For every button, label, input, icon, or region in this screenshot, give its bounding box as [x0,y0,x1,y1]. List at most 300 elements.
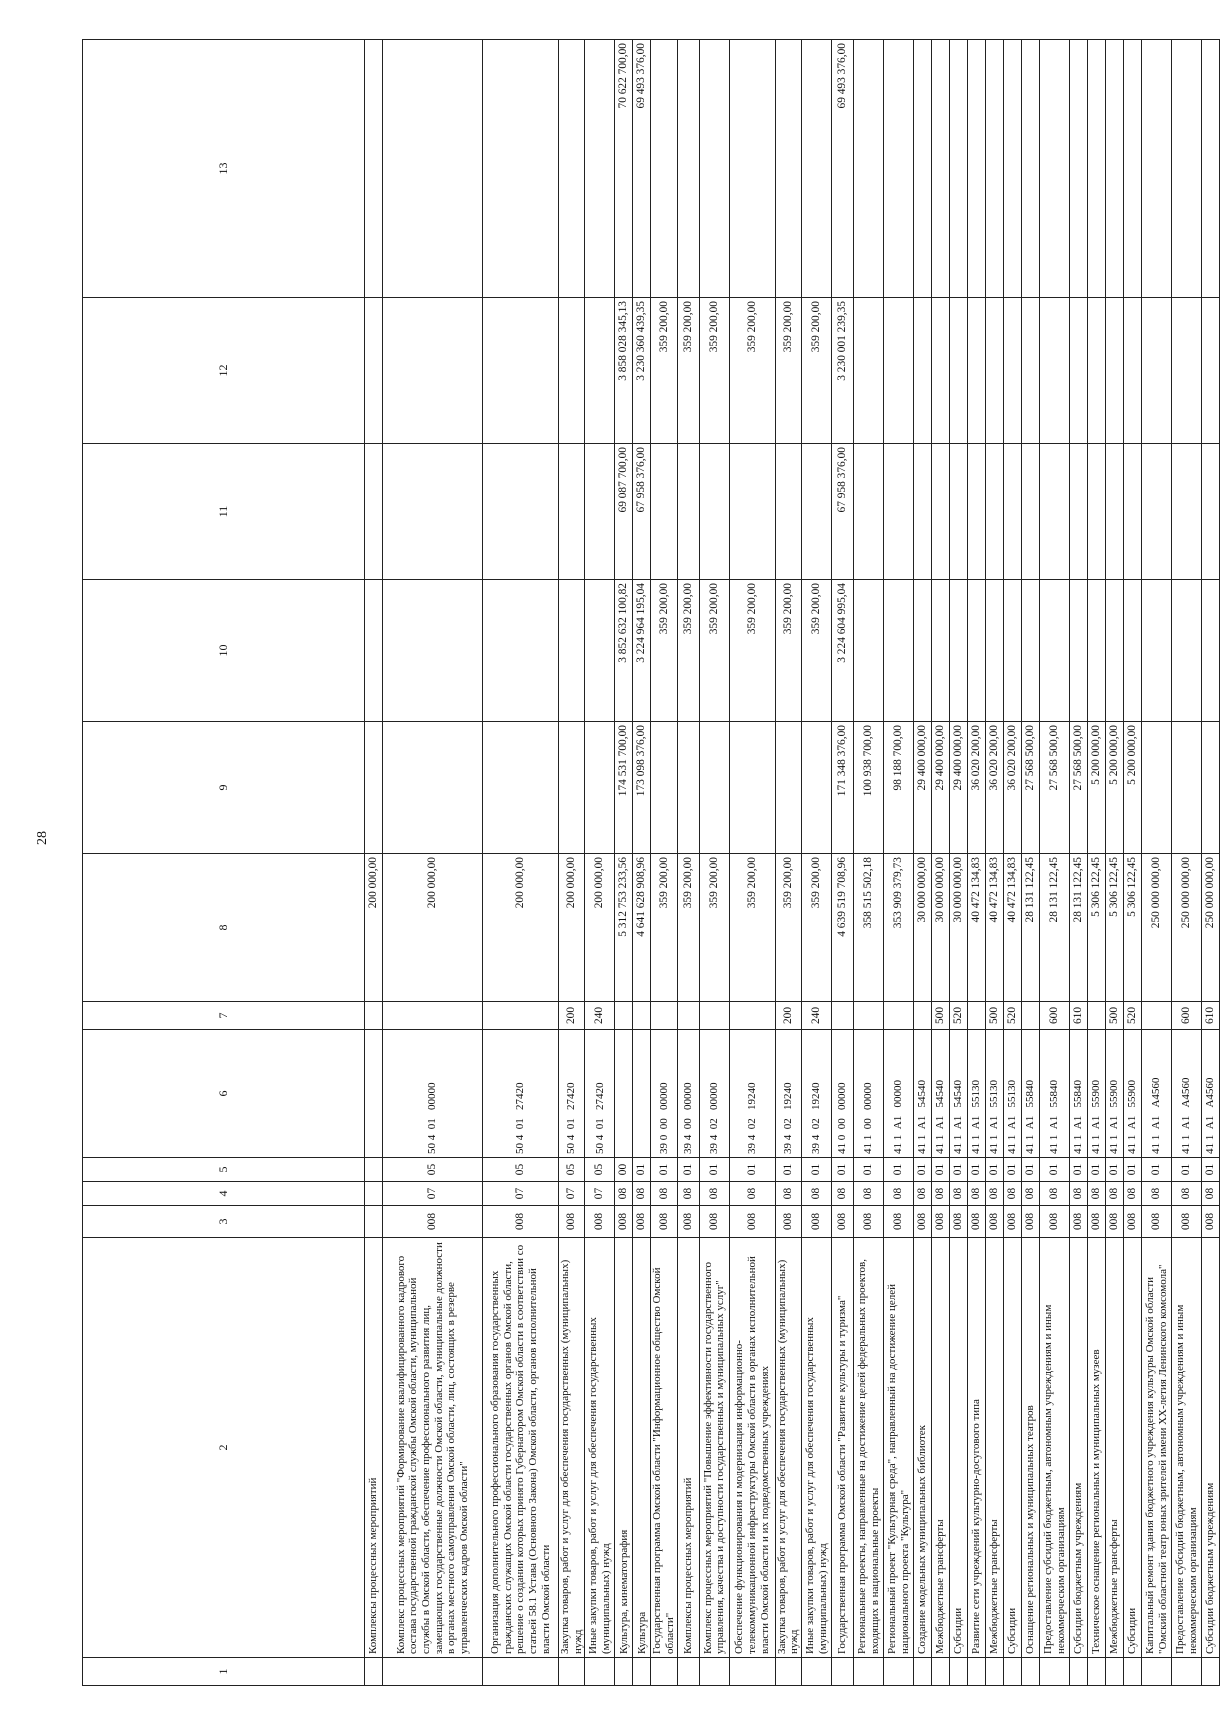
cell-subsection: 01 [968,1158,986,1182]
cell-amount-col12 [968,298,986,444]
cell-name: Создание модельных муниципальных библиотек [914,1238,932,1658]
cell-grbs: 008 [1142,1206,1172,1238]
cell-section: 08 [775,1182,801,1206]
cell-blank [383,1658,483,1686]
cell-amount-col8: 250 000 000,00 [1142,854,1172,1002]
cell-expense-type [1022,1002,1040,1030]
cell-amount-col13 [1202,40,1220,298]
cell-name: Иные закупки товаров, работ и услуг для обеспечения государственных (муниципальных) нужд [802,1238,832,1658]
cell-subsection: 01 [699,1158,729,1182]
cell-target-code: 41 1 А1 54540 [950,1030,968,1158]
cell-target-code: 41 1 А1 55900 [1124,1030,1142,1158]
cell-blank [802,1658,832,1686]
cell-name: Региональные проекты, направленные на достижение целей федеральных проектов, входящих в национальные проекты [854,1238,884,1658]
cell-grbs: 008 [1202,1206,1220,1238]
cell-amount-col9 [1172,722,1202,854]
cell-section: 08 [1124,1182,1142,1206]
cell-section: 07 [559,1182,585,1206]
cell-amount-col13 [1070,40,1088,298]
cell-target-code: 41 1 А1 55840 [1070,1030,1088,1158]
cell-expense-type [615,1002,633,1030]
cell-target-code: 41 1 А1 55130 [1004,1030,1022,1158]
cell-amount-col12 [483,298,559,444]
cell-target-code: 50 4 01 27420 [483,1030,559,1158]
cell-expense-type [633,1002,651,1030]
cell-name: Региональный проект "Культурная среда", направленный на достижение целей национального проекта "Культура" [884,1238,914,1658]
cell-subsection: 01 [1040,1158,1070,1182]
cell-section: 08 [699,1182,729,1206]
cell-amount-col11 [1142,444,1172,580]
cell-subsection: 05 [559,1158,585,1182]
cell-name: Закупка товаров, работ и услуг для обеспечения государственных (муниципальных) нужд [775,1238,801,1658]
col-header-12: 12 [83,298,365,444]
cell-section: 08 [832,1182,854,1206]
cell-target-code: 41 1 А1 55130 [968,1030,986,1158]
cell-amount-col13 [1172,40,1202,298]
cell-amount-col11 [914,444,932,580]
cell-target-code: 41 1 А1 А4560 [1202,1030,1220,1158]
cell-amount-col10 [1004,580,1022,722]
cell-subsection: 01 [1202,1158,1220,1182]
cell-subsection: 05 [585,1158,615,1182]
table-row [483,40,559,1686]
cell-section: 08 [884,1182,914,1206]
cell-subsection: 01 [1172,1158,1202,1182]
cell-amount-col12 [1106,298,1124,444]
col-header-11: 11 [83,444,365,580]
cell-amount-col9 [699,722,729,854]
cell-expense-type: 600 [1172,1002,1202,1030]
cell-amount-col11 [775,444,801,580]
cell-amount-col12 [1040,298,1070,444]
cell-section: 08 [1004,1182,1022,1206]
cell-name: Субсидии [1124,1238,1142,1658]
cell-amount-col12: 359 200,00 [775,298,801,444]
cell-amount-col12: 359 200,00 [651,298,677,444]
cell-section: 08 [854,1182,884,1206]
cell-amount-col10 [950,580,968,722]
cell-amount-col9: 27 568 500,00 [1040,722,1070,854]
cell-amount-col10 [854,580,884,722]
cell-amount-col12: 3 230 360 439,35 [633,298,651,444]
table-row [1172,40,1202,1686]
cell-amount-col11 [854,444,884,580]
cell-name: Межбюджетные трансферты [932,1238,950,1658]
cell-grbs: 008 [699,1206,729,1238]
col-header-2: 2 [83,1238,365,1658]
cell-grbs: 008 [775,1206,801,1238]
cell-grbs: 008 [1070,1206,1088,1238]
cell-amount-col13 [483,40,559,298]
cell-amount-col12 [986,298,1004,444]
cell-grbs: 008 [677,1206,699,1238]
cell-amount-col8: 5 306 122,45 [1106,854,1124,1002]
cell-amount-col9: 29 400 000,00 [932,722,950,854]
cell-amount-col12 [884,298,914,444]
cell-amount-col8: 250 000 000,00 [1172,854,1202,1002]
col-header-10: 10 [83,580,365,722]
cell-name: Капитальный ремонт здания бюджетного учреждения культуры Омской области "Омский областной театр юных зрителей имени XX-летия Ленинского комсомола" [1142,1238,1172,1658]
cell-subsection: 01 [677,1158,699,1182]
cell-expense-type: 200 [775,1002,801,1030]
cell-blank [615,1658,633,1686]
cell-blank [585,1658,615,1686]
cell-section: 08 [932,1182,950,1206]
cell-target-code: 41 1 А1 55900 [1088,1030,1106,1158]
col-header-7: 7 [83,1002,365,1030]
cell-amount-col10 [986,580,1004,722]
cell-blank [950,1658,968,1686]
table-row [633,40,651,1686]
cell-amount-col10 [559,580,585,722]
cell-blank [932,1658,950,1686]
cell-amount-col8: 40 472 134,83 [1004,854,1022,1002]
cell-expense-type [914,1002,932,1030]
cell-amount-col12 [1022,298,1040,444]
cell-target-code: 39 4 02 00000 [699,1030,729,1158]
cell-amount-col13 [854,40,884,298]
cell-amount-col12: 3 230 001 239,35 [832,298,854,444]
cell-blank [832,1658,854,1686]
cell-amount-col12 [1004,298,1022,444]
cell-amount-col9 [1142,722,1172,854]
table-row [884,40,914,1686]
cell-amount-col10 [1142,580,1172,722]
cell-amount-col8: 359 200,00 [651,854,677,1002]
cell-blank [1106,1658,1124,1686]
cell-grbs: 008 [1172,1206,1202,1238]
cell-amount-col8: 353 909 379,73 [884,854,914,1002]
cell-target-code: 41 1 А1 55840 [1022,1030,1040,1158]
cell-name: Комплекс процессных мероприятий "Формирование квалифицированного кадрового состава государственной гражданской службы Омской области, муниципальной службы в Омской области, обеспечение профессионального развития лиц, замещающих государственные должности Омской области, муниципальные должности в органах местного самоуправления Омской области, лиц, состоящих в резерве управленческих кадров Омской области" [383,1238,483,1658]
cell-blank [1070,1658,1088,1686]
cell-subsection: 01 [884,1158,914,1182]
cell-section: 08 [1172,1182,1202,1206]
cell-expense-type [677,1002,699,1030]
cell-section: 08 [615,1182,633,1206]
table-row [677,40,699,1686]
cell-section: 08 [1022,1182,1040,1206]
header-row [83,40,365,1686]
cell-target-code: 50 4 01 00000 [383,1030,483,1158]
cell-amount-col13: 69 493 376,00 [832,40,854,298]
rotated-table-container [82,40,1220,1686]
cell-name: Субсидии бюджетным учреждениям [1202,1238,1220,1658]
cell-grbs: 008 [615,1206,633,1238]
cell-amount-col10: 359 200,00 [677,580,699,722]
cell-subsection: 01 [729,1158,775,1182]
cell-blank [1088,1658,1106,1686]
cell-amount-col10 [1022,580,1040,722]
cell-amount-col9: 36 020 200,00 [986,722,1004,854]
cell-amount-col10 [365,580,383,722]
cell-section: 08 [986,1182,1004,1206]
cell-amount-col11 [383,444,483,580]
cell-subsection: 01 [832,1158,854,1182]
cell-name: Комплексы процессных мероприятий [677,1238,699,1658]
cell-expense-type [729,1002,775,1030]
cell-blank [651,1658,677,1686]
cell-target-code: 41 1 00 00000 [854,1030,884,1158]
cell-amount-col8: 359 200,00 [699,854,729,1002]
cell-target-code: 39 0 00 00000 [651,1030,677,1158]
cell-amount-col12 [914,298,932,444]
cell-target-code: 41 1 А1 54540 [914,1030,932,1158]
cell-blank [1172,1658,1202,1686]
cell-subsection: 01 [950,1158,968,1182]
cell-target-code: 50 4 01 27420 [585,1030,615,1158]
cell-grbs: 008 [1040,1206,1070,1238]
cell-expense-type: 610 [1070,1002,1088,1030]
cell-amount-col9: 174 531 700,00 [615,722,633,854]
table-row [1106,40,1124,1686]
table-row [914,40,932,1686]
cell-target-code: 41 0 00 00000 [832,1030,854,1158]
cell-subsection: 01 [775,1158,801,1182]
table-row [729,40,775,1686]
cell-amount-col13 [585,40,615,298]
cell-name: Государственная программа Омской области "Развитие культуры и туризма" [832,1238,854,1658]
cell-grbs: 008 [483,1206,559,1238]
cell-blank [986,1658,1004,1686]
cell-amount-col9 [365,722,383,854]
cell-target-code: 39 4 00 00000 [677,1030,699,1158]
cell-grbs [365,1206,383,1238]
cell-target-code: 41 1 А1 55900 [1106,1030,1124,1158]
cell-amount-col8: 200 000,00 [585,854,615,1002]
cell-blank [914,1658,932,1686]
cell-name: Развитие сети учреждений культурно-досугового типа [968,1238,986,1658]
cell-grbs: 008 [585,1206,615,1238]
cell-amount-col9 [802,722,832,854]
cell-expense-type [1142,1002,1172,1030]
cell-amount-col9 [559,722,585,854]
cell-grbs: 008 [854,1206,884,1238]
cell-amount-col8: 28 131 122,45 [1040,854,1070,1002]
cell-amount-col9: 98 188 700,00 [884,722,914,854]
cell-amount-col8: 30 000 000,00 [932,854,950,1002]
cell-grbs: 008 [914,1206,932,1238]
col-header-1: 1 [83,1658,365,1686]
cell-section: 07 [383,1182,483,1206]
cell-amount-col8: 200 000,00 [383,854,483,1002]
table-row [365,40,383,1686]
cell-amount-col11 [651,444,677,580]
cell-amount-col11 [884,444,914,580]
cell-target-code: 41 1 А1 54540 [932,1030,950,1158]
cell-amount-col10 [1088,580,1106,722]
cell-expense-type: 520 [1124,1002,1142,1030]
cell-expense-type [854,1002,884,1030]
cell-amount-col13 [699,40,729,298]
cell-amount-col12: 359 200,00 [677,298,699,444]
cell-amount-col11 [802,444,832,580]
cell-blank [1202,1658,1220,1686]
cell-target-code: 39 4 02 19240 [802,1030,832,1158]
cell-amount-col9: 100 938 700,00 [854,722,884,854]
cell-subsection: 01 [1124,1158,1142,1182]
table-row [615,40,633,1686]
cell-target-code: 41 1 А1 А4560 [1142,1030,1172,1158]
cell-subsection [365,1158,383,1182]
cell-grbs: 008 [729,1206,775,1238]
cell-amount-col11 [1040,444,1070,580]
cell-expense-type: 500 [986,1002,1004,1030]
cell-subsection: 01 [1106,1158,1124,1182]
cell-amount-col12 [932,298,950,444]
cell-amount-col10: 3 224 604 995,04 [832,580,854,722]
cell-subsection: 01 [651,1158,677,1182]
cell-amount-col10: 359 200,00 [802,580,832,722]
cell-amount-col9: 5 200 000,00 [1124,722,1142,854]
cell-amount-col12 [1124,298,1142,444]
cell-expense-type: 610 [1202,1002,1220,1030]
cell-amount-col10 [1202,580,1220,722]
cell-amount-col11 [1022,444,1040,580]
table-row [1088,40,1106,1686]
cell-blank [365,1658,383,1686]
cell-amount-col11 [1106,444,1124,580]
cell-blank [1124,1658,1142,1686]
cell-name: Субсидии бюджетным учреждениям [1070,1238,1088,1658]
cell-amount-col13 [1142,40,1172,298]
cell-expense-type [1088,1002,1106,1030]
cell-amount-col8: 358 515 502,18 [854,854,884,1002]
cell-grbs: 008 [1106,1206,1124,1238]
cell-expense-type: 520 [950,1002,968,1030]
cell-amount-col8: 40 472 134,83 [986,854,1004,1002]
cell-target-code: 41 1 А1 55130 [986,1030,1004,1158]
cell-amount-col11 [932,444,950,580]
cell-section: 08 [1088,1182,1106,1206]
table-row [651,40,677,1686]
cell-target-code: 41 1 А1 А4560 [1172,1030,1202,1158]
cell-amount-col8: 40 472 134,83 [968,854,986,1002]
cell-amount-col9: 29 400 000,00 [914,722,932,854]
cell-amount-col8: 200 000,00 [559,854,585,1002]
col-header-3: 3 [83,1206,365,1238]
cell-amount-col10 [585,580,615,722]
cell-blank [854,1658,884,1686]
cell-section: 07 [585,1182,615,1206]
cell-blank [1004,1658,1022,1686]
cell-amount-col9: 36 020 200,00 [1004,722,1022,854]
cell-amount-col8: 28 131 122,45 [1070,854,1088,1002]
cell-amount-col11: 67 958 376,00 [633,444,651,580]
cell-amount-col13 [677,40,699,298]
cell-amount-col13 [968,40,986,298]
cell-subsection: 01 [1088,1158,1106,1182]
cell-subsection: 01 [633,1158,651,1182]
cell-amount-col10: 359 200,00 [729,580,775,722]
cell-amount-col13 [1004,40,1022,298]
cell-amount-col11 [559,444,585,580]
cell-grbs: 008 [1004,1206,1022,1238]
cell-name: Межбюджетные трансферты [1106,1238,1124,1658]
cell-target-code [633,1030,651,1158]
cell-amount-col11 [729,444,775,580]
cell-amount-col11 [986,444,1004,580]
cell-amount-col12 [950,298,968,444]
cell-expense-type: 200 [559,1002,585,1030]
col-header-6: 6 [83,1030,365,1158]
cell-amount-col11 [585,444,615,580]
cell-expense-type: 600 [1040,1002,1070,1030]
cell-amount-col13 [1124,40,1142,298]
cell-amount-col8: 5 306 122,45 [1088,854,1106,1002]
table-row [986,40,1004,1686]
col-header-9: 9 [83,722,365,854]
cell-name: Культура [633,1238,651,1658]
cell-amount-col13: 69 493 376,00 [633,40,651,298]
cell-name: Комплексы процессных мероприятий [365,1238,383,1658]
cell-blank [1040,1658,1070,1686]
cell-grbs: 008 [633,1206,651,1238]
cell-amount-col10 [1124,580,1142,722]
cell-blank [483,1658,559,1686]
cell-amount-col10 [1070,580,1088,722]
cell-amount-col8: 5 312 753 233,56 [615,854,633,1002]
cell-section: 08 [1202,1182,1220,1206]
cell-name: Государственная программа Омской области "Информационное общество Омской области" [651,1238,677,1658]
cell-amount-col13 [651,40,677,298]
cell-grbs: 008 [559,1206,585,1238]
cell-amount-col13 [383,40,483,298]
cell-expense-type [365,1002,383,1030]
cell-name: Предоставление субсидий бюджетным, автономным учреждениям и иным некоммерческим организациям [1040,1238,1070,1658]
cell-amount-col11 [699,444,729,580]
cell-subsection: 01 [1142,1158,1172,1182]
table-row [802,40,832,1686]
col-header-4: 4 [83,1182,365,1206]
cell-name: Субсидии [1004,1238,1022,1658]
table-row [585,40,615,1686]
cell-section: 08 [729,1182,775,1206]
cell-amount-col12 [1070,298,1088,444]
cell-section [365,1182,383,1206]
cell-amount-col11: 69 087 700,00 [615,444,633,580]
cell-amount-col10 [1172,580,1202,722]
table-row [1124,40,1142,1686]
table-row [1142,40,1172,1686]
cell-subsection: 01 [1004,1158,1022,1182]
cell-amount-col10: 359 200,00 [775,580,801,722]
cell-amount-col12 [559,298,585,444]
cell-target-code [365,1030,383,1158]
cell-subsection: 01 [1022,1158,1040,1182]
cell-amount-col12 [1088,298,1106,444]
cell-amount-col8: 359 200,00 [775,854,801,1002]
cell-amount-col13 [932,40,950,298]
table-row [854,40,884,1686]
table-row [950,40,968,1686]
cell-amount-col10: 3 852 632 100,82 [615,580,633,722]
cell-amount-col8: 4 641 628 908,96 [633,854,651,1002]
table-row [1202,40,1220,1686]
table-row [383,40,483,1686]
cell-grbs: 008 [651,1206,677,1238]
cell-amount-col12 [1142,298,1172,444]
cell-amount-col8: 359 200,00 [729,854,775,1002]
cell-blank [559,1658,585,1686]
cell-amount-col10: 359 200,00 [651,580,677,722]
cell-expense-type [699,1002,729,1030]
cell-subsection: 01 [914,1158,932,1182]
cell-grbs: 008 [1088,1206,1106,1238]
cell-grbs: 008 [950,1206,968,1238]
cell-amount-col9 [483,722,559,854]
table-row [1004,40,1022,1686]
